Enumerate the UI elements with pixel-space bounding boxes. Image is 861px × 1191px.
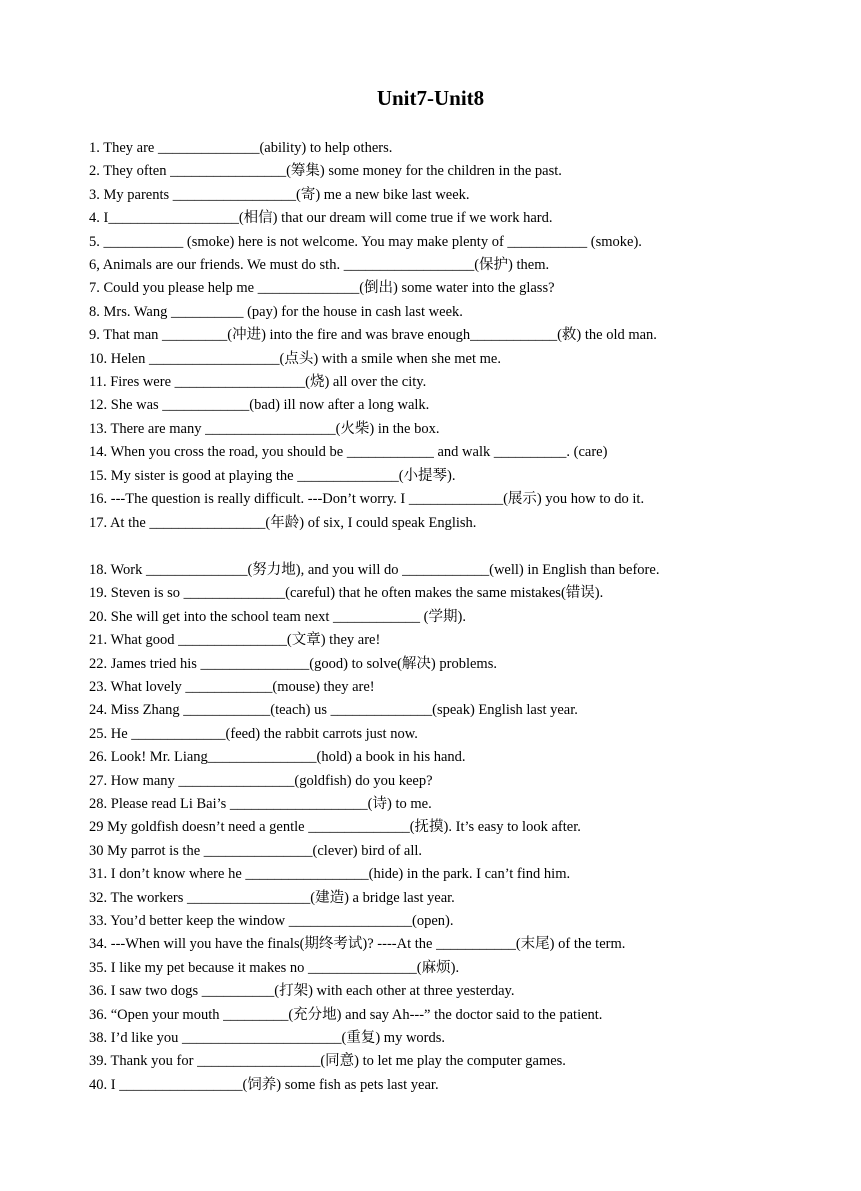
question-25: 25. He _____________(feed) the rabbit carrots just now. <box>89 725 418 742</box>
question-24: 24. Miss Zhang ____________(teach) us ______________(speak) English last year. <box>89 702 578 719</box>
section-gap <box>89 535 849 559</box>
question-26: 26. Look! Mr. Liang_______________(hold) a book in his hand. <box>89 749 466 766</box>
question-6: 6, Animals are our friends. We must do sth. __________________(保护) them. <box>89 257 550 274</box>
question-28: 28. Please read Li Bai’s ___________________(诗) to me. <box>89 795 432 812</box>
question-5: 5. ___________ (smoke) here is not welcome. You may make plenty of ___________ (smoke). <box>89 233 642 250</box>
page-title: Unit7-Unit8 <box>376 86 485 110</box>
question-37: 36. “Open your mouth _________(充分地) and say Ah---” the doctor said to the patient. <box>89 1006 603 1023</box>
question-9: 9. That man _________(冲进) into the fire and was brave enough____________(救) the old man. <box>89 327 657 344</box>
question-3: 3. My parents _________________(寄) me a new bike last week. <box>89 186 470 203</box>
question-35: 35. I like my pet because it makes no _______________(麻烦). <box>89 959 460 976</box>
question-1: 1. They are ______________(ability) to help others. <box>89 140 393 156</box>
question-17: 17. At the ________________(年龄) of six, I could speak English. <box>89 514 477 531</box>
question-32: 32. The workers _________________(建造) a bridge last year. <box>89 889 455 906</box>
question-40: 40. I _________________(饲养) some fish as pets last year. <box>89 1076 439 1093</box>
question-23: 23. What lovely ____________(mouse) they are! <box>89 678 375 695</box>
question-38: 38. I’d like you ______________________(重复) my words. <box>89 1030 446 1047</box>
question-19: 19. Steven is so ______________(careful) that he often makes the same mistakes(错误). <box>89 585 604 602</box>
question-12: 12. She was ____________(bad) ill now after a long walk. <box>89 397 430 414</box>
question-31: 31. I don’t know where he _________________(hide) in the park. I can’t find him. <box>89 866 571 883</box>
question-10: 10. Helen __________________(点头) with a smile when she met me. <box>89 350 501 367</box>
question-list <box>89 137 849 1097</box>
question-27: 27. How many ________________(goldfish) do you keep? <box>89 772 433 789</box>
question-8: 8. Mrs. Wang __________ (pay) for the house in cash last week. <box>89 303 463 320</box>
question-30: 30 My parrot is the _______________(clever) bird of all. <box>89 842 423 859</box>
question-21: 21. What good _______________(文章) they are! <box>89 632 381 649</box>
question-39: 39. Thank you for _________________(同意) to let me play the computer games. <box>89 1053 566 1070</box>
question-22: 22. James tried his _______________(good) to solve(解决) problems. <box>89 655 497 672</box>
question-29: 29 My goldfish doesn’t need a gentle ______________(抚摸). It’s easy to look after. <box>89 819 581 836</box>
question-15: 15. My sister is good at playing the ______________(小提琴). <box>89 467 456 484</box>
question-2: 2. They often ________________(筹集) some money for the children in the past. <box>89 163 562 180</box>
question-33: 33. You’d better keep the window _________________(open). <box>89 913 454 929</box>
question-11: 11. Fires were __________________(烧) all over the city. <box>89 374 427 391</box>
question-20: 20. She will get into the school team next ____________ (学期). <box>89 608 466 625</box>
question-7: 7. Could you please help me ______________(倒出) some water into the glass? <box>89 280 555 297</box>
question-34: 34. ---When will you have the finals(期终考试)? ----At the ___________(末尾) of the term. <box>89 936 626 953</box>
question-13: 13. There are many __________________(火柴) in the box. <box>89 420 440 437</box>
question-4: 4. I__________________(相信) that our dream will come true if we work hard. <box>89 210 553 227</box>
question-36: 36. I saw two dogs __________(打架) with each other at three yesterday. <box>89 983 515 1000</box>
question-18: 18. Work ______________(努力地), and you will do ____________(well) in English than before. <box>89 561 660 578</box>
question-14: 14. When you cross the road, you should be ____________ and walk __________. (care) <box>89 444 608 461</box>
question-16: 16. ---The question is really difficult. ---Don’t worry. I _____________(展示) you how to do it. <box>89 491 645 508</box>
